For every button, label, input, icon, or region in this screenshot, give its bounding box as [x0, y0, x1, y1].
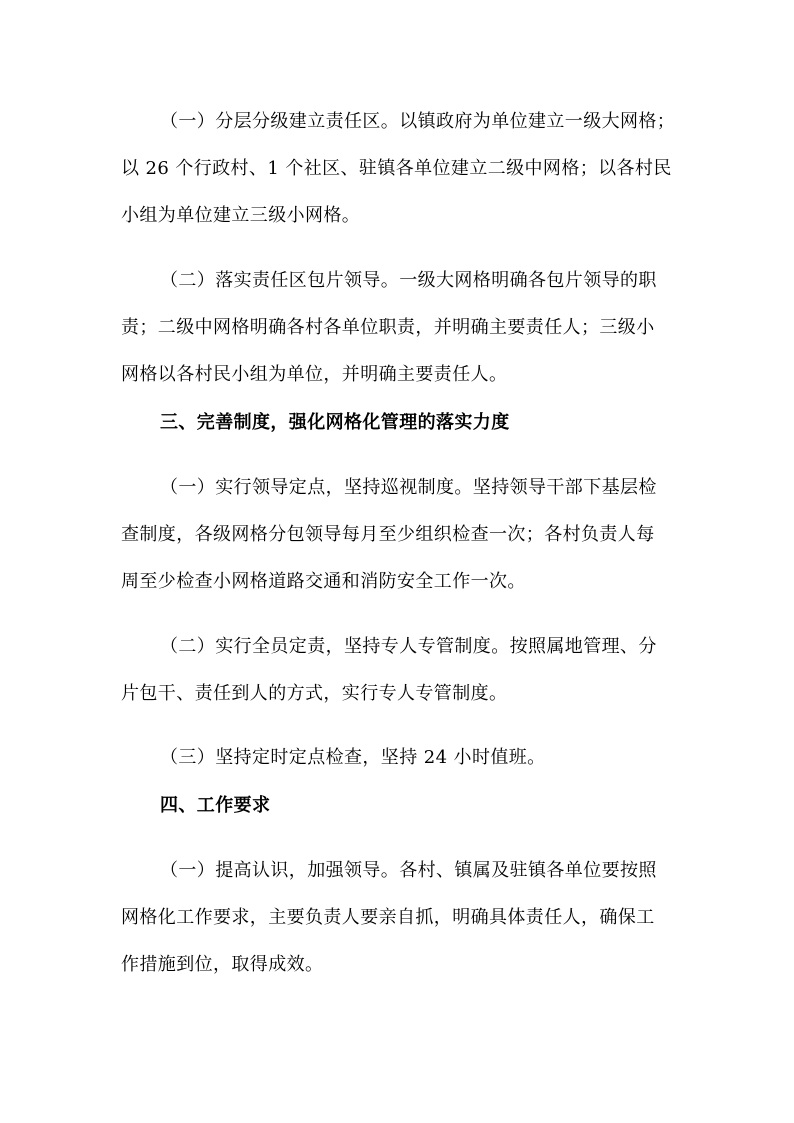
paragraph-2-line-3: 网格以各村民小组为单位，并明确主要责任人。: [121, 364, 508, 385]
paragraph-3-line-3: 周至少检查小网格道路交通和消防安全工作一次。: [121, 571, 526, 592]
paragraph-3-line-1: （一）实行领导定点，坚持巡视制度。坚持领导干部下基层检: [160, 477, 657, 498]
paragraph-4-line-1: （二）实行全员定责，坚持专人专管制度。按照属地管理、分: [160, 636, 657, 657]
paragraph-4-line-2: 片包干、责任到人的方式，实行专人专管制度。: [121, 683, 508, 704]
paragraph-6-line-2: 网格化工作要求，主要负责人要亲自抓，明确具体责任人，确保工: [121, 907, 655, 928]
paragraph-2-line-2: 责；二级中网格明确各村各单位职责，并明确主要责任人；三级小: [121, 317, 655, 338]
paragraph-6-line-1: （一）提高认识，加强领导。各村、镇属及驻镇各单位要按照: [160, 860, 657, 881]
paragraph-1-line-2: 以 26 个行政村、1 个社区、驻镇各单位建立二级中网格；以各村民: [121, 158, 672, 179]
paragraph-3-line-2: 查制度，各级网格分包领导每月至少组织检查一次；各村负责人每: [121, 524, 655, 545]
paragraph-1-line-3: 小组为单位建立三级小网格。: [121, 205, 361, 226]
section-heading-3: 三、完善制度，强化网格化管理的落实力度: [160, 412, 510, 433]
paragraph-1-line-1: （一）分层分级建立责任区。以镇政府为单位建立一级大网格；: [160, 111, 676, 132]
paragraph-6-line-3: 作措施到位，取得成效。: [121, 954, 324, 975]
paragraph-5-line-1: （三）坚持定时定点检查，坚持 24 小时值班。: [160, 747, 546, 768]
paragraph-2-line-1: （二）落实责任区包片领导。一级大网格明确各包片领导的职: [160, 270, 657, 291]
section-heading-4: 四、工作要求: [160, 795, 271, 816]
